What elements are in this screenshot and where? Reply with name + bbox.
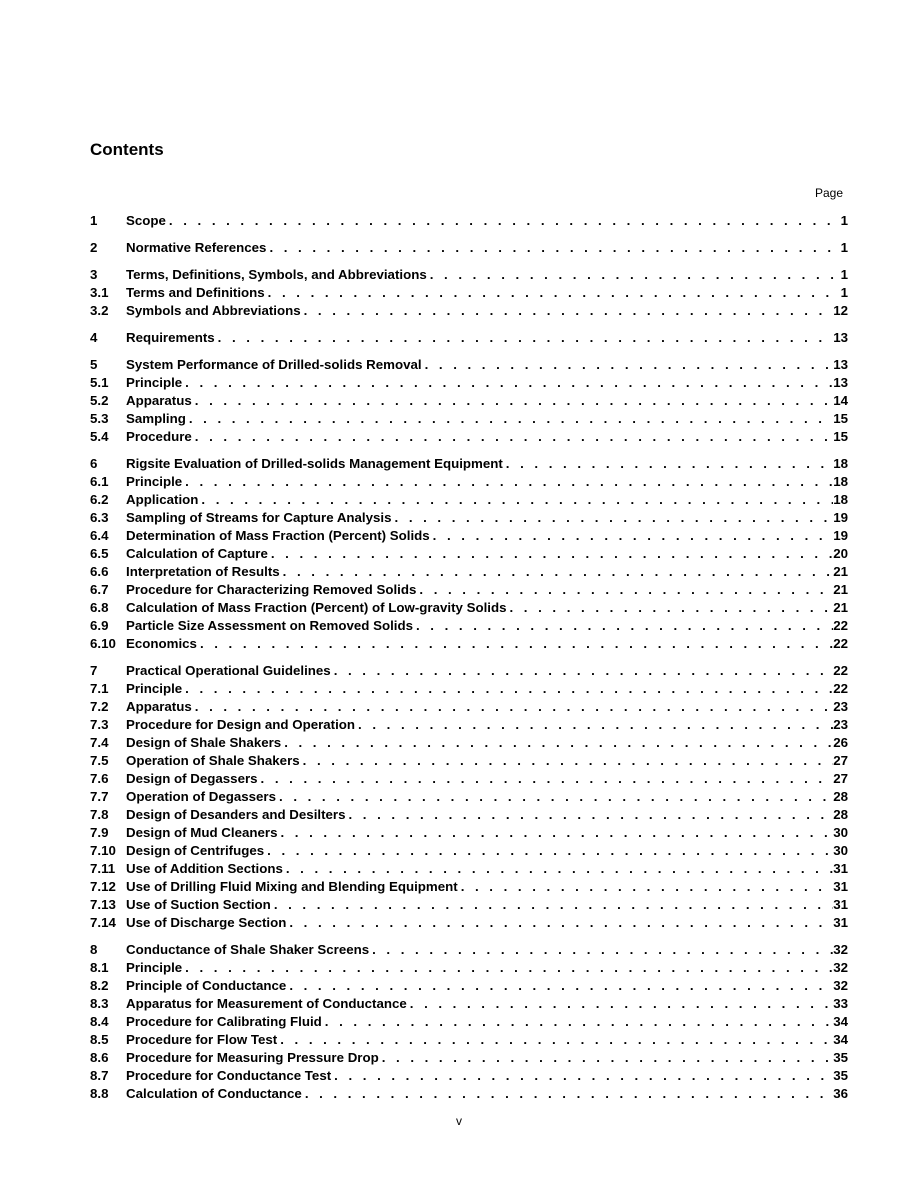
section-title: Rigsite Evaluation of Drilled-solids Management Equipment — [126, 456, 503, 471]
page-number: 31 — [833, 879, 848, 894]
dot-leader — [345, 806, 833, 824]
section-title: Sampling of Streams for Capture Analysis — [126, 510, 392, 525]
section-number: 6.10 — [90, 636, 116, 651]
dot-leader — [427, 266, 840, 284]
section-number: 6.6 — [90, 564, 109, 579]
toc-entry[interactable] — [90, 1049, 848, 1067]
page-number: 34 — [833, 1032, 848, 1047]
section-number: 2 — [90, 240, 98, 255]
page-number: 28 — [833, 789, 848, 804]
toc-entry[interactable] — [90, 680, 848, 698]
section-number: 7.13 — [90, 897, 116, 912]
page-number: 12 — [833, 303, 848, 318]
page-number: 13 — [833, 357, 848, 372]
page-title: Contents — [90, 140, 164, 159]
toc-entry[interactable] — [90, 824, 848, 842]
dot-leader — [407, 995, 833, 1013]
dot-leader — [283, 860, 833, 878]
section-title: Procedure for Design and Operation — [126, 717, 356, 732]
toc-entry[interactable] — [90, 212, 848, 230]
page-number: 15 — [833, 411, 848, 426]
page-number: 21 — [833, 564, 848, 579]
toc-entry[interactable] — [90, 473, 848, 491]
toc-entry[interactable] — [90, 284, 848, 302]
page-number: 27 — [833, 753, 848, 768]
toc-entry[interactable] — [90, 842, 848, 860]
toc-entry[interactable] — [90, 635, 848, 653]
toc-entry[interactable] — [90, 716, 848, 734]
page-number: 33 — [833, 996, 848, 1011]
section-number: 7.14 — [90, 915, 116, 930]
dot-leader — [264, 842, 833, 860]
section-title: Procedure for Characterizing Removed Solids — [126, 582, 417, 597]
page-number: 1 — [840, 285, 848, 300]
section-number: 7.5 — [90, 753, 109, 768]
toc-entry[interactable] — [90, 914, 848, 932]
page-number: 23 — [833, 717, 848, 732]
section-title: Apparatus — [126, 393, 192, 408]
section-number: 8.3 — [90, 996, 109, 1011]
toc-entry[interactable] — [90, 455, 848, 473]
section-number: 6.8 — [90, 600, 109, 615]
toc-entry[interactable] — [90, 860, 848, 878]
section-title: Design of Centrifuges — [126, 843, 265, 858]
section-title: Use of Suction Section — [126, 897, 271, 912]
dot-leader — [276, 788, 833, 806]
toc-entry[interactable] — [90, 662, 848, 680]
toc-entry[interactable] — [90, 599, 848, 617]
section-number: 8.4 — [90, 1014, 109, 1029]
page-number: 13 — [833, 375, 848, 390]
section-title: Procedure for Conductance Test — [126, 1068, 332, 1083]
section-title: Calculation of Capture — [126, 546, 268, 561]
dot-leader — [392, 509, 834, 527]
section-number: 6.9 — [90, 618, 109, 633]
dot-leader — [266, 239, 840, 257]
dot-leader — [192, 428, 833, 446]
section-title: Use of Discharge Section — [126, 915, 287, 930]
toc-entry[interactable] — [90, 617, 848, 635]
toc-entry[interactable] — [90, 581, 848, 599]
section-title: Principle — [126, 474, 183, 489]
section-title: Principle — [126, 681, 183, 696]
page-number: 19 — [833, 528, 848, 543]
section-number: 8.6 — [90, 1050, 109, 1065]
dot-leader — [422, 356, 834, 374]
page-number: 28 — [833, 807, 848, 822]
section-title: Scope — [126, 213, 166, 228]
dot-leader — [379, 1049, 833, 1067]
section-title: Normative References — [126, 240, 267, 255]
section-title: Particle Size Assessment on Removed Solids — [126, 618, 413, 633]
page-number: 32 — [833, 978, 848, 993]
dot-leader — [416, 581, 833, 599]
section-title: Interpretation of Results — [126, 564, 280, 579]
section-title: Operation of Degassers — [126, 789, 277, 804]
dot-leader — [182, 473, 833, 491]
section-number: 7.11 — [90, 861, 116, 876]
section-title: Procedure for Measuring Pressure Drop — [126, 1050, 379, 1065]
section-title: Sampling — [126, 411, 186, 426]
dot-leader — [430, 527, 834, 545]
page-number: 34 — [833, 1014, 848, 1029]
dot-leader — [331, 662, 834, 680]
page-number: 20 — [833, 546, 848, 561]
page-number: 32 — [833, 942, 848, 957]
dot-leader — [277, 1031, 833, 1049]
dot-leader — [277, 824, 833, 842]
section-number: 3.1 — [90, 285, 109, 300]
dot-leader — [302, 1085, 833, 1103]
page-column-header: Page — [814, 186, 843, 200]
section-number: 7.9 — [90, 825, 109, 840]
dot-leader — [182, 959, 833, 977]
section-number: 5 — [90, 357, 98, 372]
toc-entry[interactable] — [90, 788, 848, 806]
section-number: 7.8 — [90, 807, 109, 822]
dot-leader — [413, 617, 833, 635]
page-number: 1 — [840, 240, 848, 255]
page-number: 1 — [840, 213, 848, 228]
toc-entry[interactable] — [90, 329, 848, 347]
section-number: 7.7 — [90, 789, 109, 804]
section-number: 7.10 — [90, 843, 116, 858]
page-number: 22 — [833, 636, 848, 651]
section-title: Terms, Definitions, Symbols, and Abbreviations — [126, 267, 427, 282]
section-number: 5.2 — [90, 393, 109, 408]
toc-entry[interactable] — [90, 1031, 848, 1049]
page-number: 18 — [833, 492, 848, 507]
dot-leader — [322, 1013, 833, 1031]
toc-entry[interactable] — [90, 428, 848, 446]
toc-entry[interactable] — [90, 941, 848, 959]
dot-leader — [281, 734, 833, 752]
page-number: 22 — [833, 681, 848, 696]
toc-entry[interactable] — [90, 239, 848, 257]
section-title: Principle — [126, 960, 183, 975]
toc-entry[interactable] — [90, 266, 848, 284]
section-number: 5.1 — [90, 375, 109, 390]
toc-entry[interactable] — [90, 356, 848, 374]
page-number: 18 — [833, 474, 848, 489]
section-number: 8 — [90, 942, 98, 957]
section-number: 7.12 — [90, 879, 116, 894]
toc-entry[interactable] — [90, 527, 848, 545]
dot-leader — [182, 680, 833, 698]
section-title: Use of Drilling Fluid Mixing and Blending Equipment — [126, 879, 458, 894]
section-number: 7.6 — [90, 771, 109, 786]
section-number: 7.2 — [90, 699, 109, 714]
page-number: 30 — [833, 825, 848, 840]
section-title: Design of Mud Cleaners — [126, 825, 278, 840]
dot-leader — [258, 770, 834, 788]
page-number: 23 — [833, 699, 848, 714]
section-number: 5.4 — [90, 429, 109, 444]
dot-leader — [286, 977, 833, 995]
dot-leader — [265, 284, 840, 302]
toc-entry[interactable] — [90, 374, 848, 392]
section-title: Apparatus — [126, 699, 192, 714]
dot-leader — [355, 716, 833, 734]
page-number: 31 — [833, 897, 848, 912]
section-title: Operation of Shale Shakers — [126, 753, 300, 768]
toc-entry[interactable] — [90, 734, 848, 752]
toc-entry[interactable] — [90, 995, 848, 1013]
dot-leader — [186, 410, 833, 428]
toc-entry[interactable] — [90, 1067, 848, 1085]
toc-entry[interactable] — [90, 1085, 848, 1103]
page-number: 21 — [833, 582, 848, 597]
section-number: 1 — [90, 213, 98, 228]
toc-entry[interactable] — [90, 563, 848, 581]
section-title: Procedure for Calibrating Fluid — [126, 1014, 322, 1029]
toc-entry[interactable] — [90, 698, 848, 716]
page-number: 18 — [833, 456, 848, 471]
table-of-contents — [90, 212, 848, 1103]
dot-leader — [192, 698, 833, 716]
section-number: 6.7 — [90, 582, 109, 597]
section-number: 8.2 — [90, 978, 109, 993]
dot-leader — [286, 914, 833, 932]
section-title: Design of Degassers — [126, 771, 258, 786]
page-number: 31 — [833, 861, 848, 876]
section-title: Design of Desanders and Desilters — [126, 807, 346, 822]
dot-leader — [198, 491, 833, 509]
dot-leader — [458, 878, 834, 896]
section-title: System Performance of Drilled-solids Removal — [126, 357, 422, 372]
section-number: 7 — [90, 663, 98, 678]
section-title: Principle of Conductance — [126, 978, 287, 993]
section-title: Use of Addition Sections — [126, 861, 283, 876]
page-number: 35 — [833, 1068, 848, 1083]
toc-entry[interactable] — [90, 878, 848, 896]
footer-page-number: v — [456, 1114, 462, 1128]
toc-entry[interactable] — [90, 770, 848, 788]
dot-leader — [369, 941, 833, 959]
section-number: 6.3 — [90, 510, 109, 525]
section-title: Terms and Definitions — [126, 285, 265, 300]
dot-leader — [268, 545, 833, 563]
page-number: 26 — [833, 735, 848, 750]
section-number: 7.4 — [90, 735, 109, 750]
section-title: Calculation of Conductance — [126, 1086, 302, 1101]
dot-leader — [197, 635, 833, 653]
section-title: Application — [126, 492, 199, 507]
page-number: 27 — [833, 771, 848, 786]
section-title: Symbols and Abbreviations — [126, 303, 301, 318]
dot-leader — [166, 212, 840, 230]
page-number: 32 — [833, 960, 848, 975]
toc-entry[interactable] — [90, 545, 848, 563]
section-number: 4 — [90, 330, 98, 345]
section-title: Practical Operational Guidelines — [126, 663, 331, 678]
page-number: 1 — [840, 267, 848, 282]
section-number: 8.8 — [90, 1086, 109, 1101]
page-number: 15 — [833, 429, 848, 444]
section-number: 6.5 — [90, 546, 109, 561]
page-number: 21 — [833, 600, 848, 615]
section-title: Apparatus for Measurement of Conductance — [126, 996, 407, 1011]
page-number: 35 — [833, 1050, 848, 1065]
section-title: Procedure — [126, 429, 192, 444]
page-number: 19 — [833, 510, 848, 525]
dot-leader — [215, 329, 834, 347]
section-number: 8.7 — [90, 1068, 109, 1083]
toc-entry[interactable] — [90, 959, 848, 977]
toc-entry[interactable] — [90, 896, 848, 914]
dot-leader — [192, 392, 833, 410]
section-title: Economics — [126, 636, 197, 651]
page-number: 22 — [833, 663, 848, 678]
section-title: Design of Shale Shakers — [126, 735, 282, 750]
toc-entry[interactable] — [90, 491, 848, 509]
toc-entry[interactable] — [90, 509, 848, 527]
page-number: 31 — [833, 915, 848, 930]
toc-entry[interactable] — [90, 1013, 848, 1031]
page-number: 14 — [833, 393, 848, 408]
section-title: Determination of Mass Fraction (Percent) Solids — [126, 528, 430, 543]
page-number: 13 — [833, 330, 848, 345]
dot-leader — [507, 599, 834, 617]
toc-entry[interactable] — [90, 752, 848, 770]
section-title: Requirements — [126, 330, 215, 345]
dot-leader — [280, 563, 834, 581]
dot-leader — [182, 374, 833, 392]
section-title: Conductance of Shale Shaker Screens — [126, 942, 370, 957]
dot-leader — [271, 896, 833, 914]
section-number: 3 — [90, 267, 98, 282]
section-title: Procedure for Flow Test — [126, 1032, 278, 1047]
section-number: 6.2 — [90, 492, 109, 507]
section-title: Calculation of Mass Fraction (Percent) of Low-gravity Solids — [126, 600, 507, 615]
section-number: 5.3 — [90, 411, 109, 426]
dot-leader — [301, 302, 834, 320]
section-number: 6.1 — [90, 474, 109, 489]
toc-entry[interactable] — [90, 806, 848, 824]
section-number: 3.2 — [90, 303, 109, 318]
section-number: 8.1 — [90, 960, 109, 975]
section-title: Principle — [126, 375, 183, 390]
toc-entry[interactable] — [90, 977, 848, 995]
page-number: 22 — [833, 618, 848, 633]
section-number: 8.5 — [90, 1032, 109, 1047]
section-number: 6.4 — [90, 528, 109, 543]
toc-entry[interactable] — [90, 302, 848, 320]
toc-entry[interactable] — [90, 392, 848, 410]
dot-leader — [300, 752, 834, 770]
page-number: 36 — [833, 1086, 848, 1101]
toc-entry[interactable] — [90, 410, 848, 428]
section-number: 6 — [90, 456, 98, 471]
dot-leader — [503, 455, 833, 473]
page-number: 30 — [833, 843, 848, 858]
section-number: 7.1 — [90, 681, 109, 696]
section-number: 7.3 — [90, 717, 109, 732]
dot-leader — [331, 1067, 833, 1085]
